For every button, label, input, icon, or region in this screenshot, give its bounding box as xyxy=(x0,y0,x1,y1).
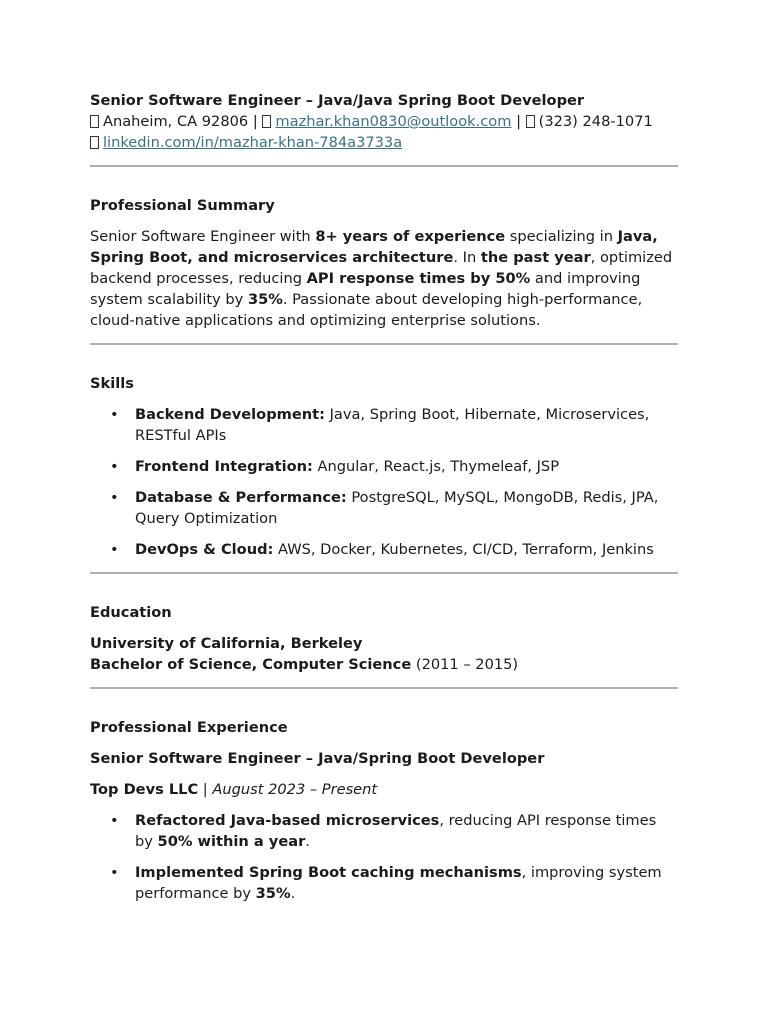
linkedin-icon xyxy=(90,136,99,149)
skill-item xyxy=(90,456,678,477)
linkedin-line xyxy=(90,132,678,153)
body-text: specializing in xyxy=(505,228,618,245)
separator: | xyxy=(198,781,213,798)
skill-item xyxy=(90,539,678,560)
body-text: and improving system scalability by xyxy=(90,270,641,308)
skill-label: DevOps & Cloud: xyxy=(135,541,274,558)
linkedin-link[interactable]: linkedin.com/in/mazhar-khan-784a3733a xyxy=(103,134,403,151)
body-text: . xyxy=(290,885,296,902)
phone-text: (323) 248-1071 xyxy=(538,113,653,130)
degree-name: Bachelor of Science, Computer Science xyxy=(90,656,412,673)
body-text: . xyxy=(305,833,310,850)
skill-label: Backend Development: xyxy=(135,406,325,423)
emphasis-text: 35% xyxy=(255,885,291,902)
school-name: University of California, Berkeley xyxy=(90,635,363,652)
skill-item xyxy=(90,487,678,529)
body-text: Senior Software Engineer with xyxy=(90,228,316,245)
resume-page xyxy=(90,90,678,904)
name-title: Senior Software Engineer – Java/Java Spring Boot Developer xyxy=(90,92,585,109)
skill-value: AWS, Docker, Kubernetes, CI/CD, Terraform, Jenkins xyxy=(273,541,654,558)
emphasis-text: the past year xyxy=(480,249,591,266)
experience-section xyxy=(90,717,678,904)
emphasis-text: Refactored Java-based microservices xyxy=(135,812,440,829)
section-divider xyxy=(90,687,678,689)
emphasis-text: 35% xyxy=(247,291,283,308)
email-link[interactable]: mazhar.khan0830@outlook.com xyxy=(275,113,512,130)
emphasis-text: Java, Spring Boot, and microservices architecture xyxy=(90,228,658,266)
skill-label: Frontend Integration: xyxy=(135,458,313,475)
emphasis-text: Implemented Spring Boot caching mechanisms xyxy=(135,864,522,881)
body-text: . Passionate about developing high-performance, cloud-native applications and optimizing enterprise solutions. xyxy=(90,291,643,329)
skill-value: Java, Spring Boot, Hibernate, Microservices, RESTful APIs xyxy=(135,406,650,444)
body-text: , optimized backend processes, reducing xyxy=(90,249,673,287)
education-section xyxy=(90,602,678,675)
section-divider xyxy=(90,572,678,574)
summary-text xyxy=(90,226,678,331)
skills-section xyxy=(90,373,678,560)
job-dates: August 2023 – Present xyxy=(212,781,378,798)
experience-bullet xyxy=(90,810,678,852)
section-heading: Education xyxy=(90,604,172,621)
section-heading: Professional Summary xyxy=(90,197,275,214)
education-entry xyxy=(90,633,678,675)
education-years: (2011 – 2015) xyxy=(411,656,519,673)
location-icon xyxy=(90,115,99,128)
body-text: . In xyxy=(453,249,481,266)
section-divider xyxy=(90,343,678,345)
section-heading: Skills xyxy=(90,375,134,392)
skill-value: PostgreSQL, MySQL, MongoDB, Redis, JPA, Query Optimization xyxy=(135,489,659,527)
skill-value: Angular, React.js, Thymeleaf, JSP xyxy=(312,458,560,475)
emphasis-text: 8+ years of experience xyxy=(315,228,506,245)
job-title xyxy=(90,748,678,769)
section-heading: Professional Experience xyxy=(90,719,288,736)
job-company-line xyxy=(90,779,678,800)
body-text: , improving system performance by xyxy=(135,864,662,902)
phone-icon xyxy=(526,115,535,128)
skill-item xyxy=(90,404,678,446)
separator: | xyxy=(252,113,258,130)
body-text: , reducing API response times by xyxy=(135,812,657,850)
resume-header xyxy=(90,90,678,153)
email-icon xyxy=(262,115,271,128)
separator: | xyxy=(516,113,521,130)
skill-label: Database & Performance: xyxy=(135,489,347,506)
company-name: Top Devs LLC xyxy=(90,781,199,798)
skills-list xyxy=(90,404,678,560)
section-divider xyxy=(90,165,678,167)
experience-bullets xyxy=(90,810,678,904)
emphasis-text: 50% within a year xyxy=(157,833,306,850)
summary-section xyxy=(90,195,678,331)
job-title-text: Senior Software Engineer – Java/Spring Boot Developer xyxy=(90,750,545,767)
contact-line xyxy=(90,111,678,132)
experience-bullet xyxy=(90,862,678,904)
location-text: Anaheim, CA 92806 xyxy=(103,113,249,130)
emphasis-text: API response times by 50% xyxy=(306,270,531,287)
